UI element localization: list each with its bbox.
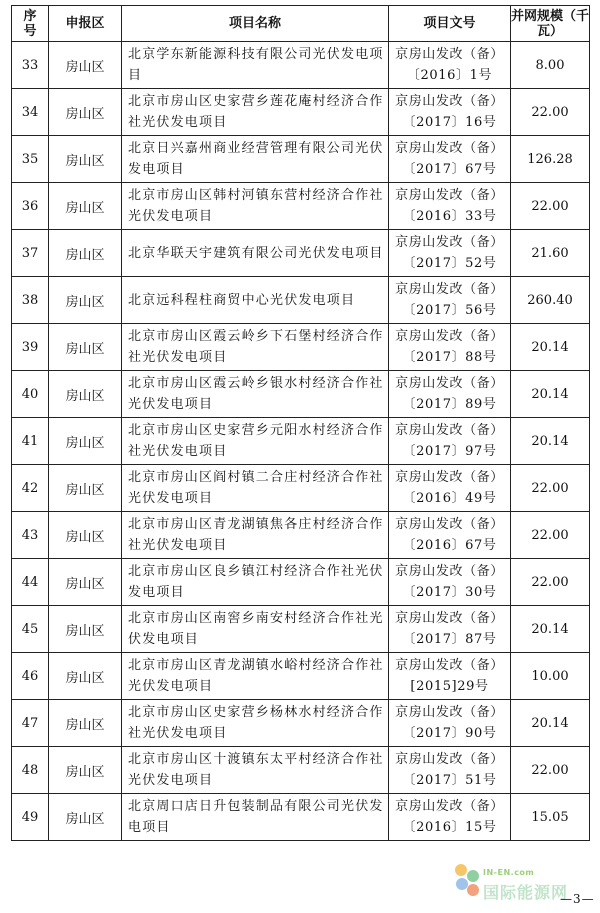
row-document-number: 京房山发改（备）〔2017〕89号 [389,371,511,418]
row-capacity: 20.14 [511,606,590,653]
row-project-name: 北京市房山区十渡镇东太平村经济合作社光伏发电项目 [122,747,389,794]
table-row [12,512,590,559]
header-no: 序号 [12,6,49,42]
row-number: 35 [12,136,49,183]
row-document-number: 京房山发改（备）〔2017〕56号 [389,277,511,324]
row-project-name: 北京市房山区阎村镇二合庄村经济合作社光伏发电项目 [122,465,389,512]
row-document-number: 京房山发改（备）〔2016〕67号 [389,512,511,559]
row-project-name: 北京市房山区南窖乡南安村经济合作社光伏发电项目 [122,606,389,653]
header-doc: 项目文号 [389,6,511,42]
row-number: 43 [12,512,49,559]
row-document-number: 京房山发改（备）〔2016〕1号 [389,42,511,89]
row-project-name: 北京远科程柱商贸中心光伏发电项目 [122,277,389,324]
row-district: 房山区 [49,559,122,606]
row-number: 47 [12,700,49,747]
row-project-name: 北京华联天宇建筑有限公司光伏发电项目 [122,230,389,277]
row-document-number: 京房山发改（备）〔2017〕97号 [389,418,511,465]
row-district: 房山区 [49,183,122,230]
project-table [11,5,590,841]
row-project-name: 北京市房山区青龙湖镇水峪村经济合作社光伏发电项目 [122,653,389,700]
row-district: 房山区 [49,794,122,841]
table-row [12,89,590,136]
row-capacity: 22.00 [511,512,590,559]
row-project-name: 北京市房山区霞云岭乡银水村经济合作社光伏发电项目 [122,371,389,418]
table-row [12,277,590,324]
table-row [12,418,590,465]
row-capacity: 260.40 [511,277,590,324]
row-document-number: 京房山发改（备）〔2017〕51号 [389,747,511,794]
row-document-number: 京房山发改（备）[2015]29号 [389,653,511,700]
row-document-number: 京房山发改（备）〔2017〕67号 [389,136,511,183]
row-document-number: 京房山发改（备）〔2017〕30号 [389,559,511,606]
table-row [12,324,590,371]
header-capacity: 并网规模（千瓦） [511,6,590,42]
table-body [12,42,590,841]
row-project-name: 北京市房山区史家营乡元阳水村经济合作社光伏发电项目 [122,418,389,465]
header-district: 申报区 [49,6,122,42]
header-name: 项目名称 [122,6,389,42]
table-row [12,794,590,841]
row-project-name: 北京周口店日升包装制品有限公司光伏发电项目 [122,794,389,841]
row-capacity: 22.00 [511,89,590,136]
watermark-text-cn: 国际能源网 [483,883,569,902]
row-capacity: 22.00 [511,465,590,512]
row-number: 46 [12,653,49,700]
row-number: 41 [12,418,49,465]
row-document-number: 京房山发改（备）〔2017〕52号 [389,230,511,277]
row-district: 房山区 [49,136,122,183]
row-capacity: 10.00 [511,653,590,700]
row-number: 37 [12,230,49,277]
row-district: 房山区 [49,700,122,747]
row-number: 33 [12,42,49,89]
row-district: 房山区 [49,512,122,559]
table-row [12,183,590,230]
row-project-name: 北京市房山区青龙湖镇焦各庄村经济合作社光伏发电项目 [122,512,389,559]
row-document-number: 京房山发改（备）〔2016〕15号 [389,794,511,841]
row-number: 44 [12,559,49,606]
row-district: 房山区 [49,606,122,653]
row-capacity: 22.00 [511,747,590,794]
row-document-number: 京房山发改（备）〔2017〕90号 [389,700,511,747]
row-number: 42 [12,465,49,512]
table-row [12,559,590,606]
table-row [12,230,590,277]
row-district: 房山区 [49,465,122,512]
row-number: 36 [12,183,49,230]
row-capacity: 20.14 [511,418,590,465]
row-document-number: 京房山发改（备）〔2017〕16号 [389,89,511,136]
table-row [12,606,590,653]
row-project-name: 北京市房山区霞云岭乡下石堡村经济合作社光伏发电项目 [122,324,389,371]
row-district: 房山区 [49,747,122,794]
table-row [12,136,590,183]
row-district: 房山区 [49,89,122,136]
row-capacity: 8.00 [511,42,590,89]
table-row [12,42,590,89]
table-row [12,700,590,747]
row-number: 48 [12,747,49,794]
row-capacity: 20.14 [511,324,590,371]
row-project-name: 北京市房山区良乡镇江村经济合作社光伏发电项目 [122,559,389,606]
row-district: 房山区 [49,653,122,700]
row-capacity: 126.28 [511,136,590,183]
page-number: —3— [560,892,595,906]
row-capacity: 20.14 [511,700,590,747]
table-header-row [12,6,590,42]
row-document-number: 京房山发改（备）〔2016〕33号 [389,183,511,230]
row-project-name: 北京市房山区史家营乡杨林水村经济合作社光伏发电项目 [122,700,389,747]
row-district: 房山区 [49,324,122,371]
table-row [12,747,590,794]
row-number: 39 [12,324,49,371]
table-row [12,371,590,418]
table-row [12,465,590,512]
row-number: 49 [12,794,49,841]
row-number: 38 [12,277,49,324]
row-number: 45 [12,606,49,653]
row-number: 40 [12,371,49,418]
row-document-number: 京房山发改（备）〔2017〕88号 [389,324,511,371]
row-capacity: 22.00 [511,183,590,230]
row-document-number: 京房山发改（备）〔2016〕49号 [389,465,511,512]
row-district: 房山区 [49,277,122,324]
row-capacity: 21.60 [511,230,590,277]
row-capacity: 22.00 [511,559,590,606]
row-number: 34 [12,89,49,136]
row-project-name: 北京学东新能源科技有限公司光伏发电项目 [122,42,389,89]
row-district: 房山区 [49,371,122,418]
row-document-number: 京房山发改（备）〔2017〕87号 [389,606,511,653]
table-row [12,653,590,700]
row-project-name: 北京市房山区史家营乡莲花庵村经济合作社光伏发电项目 [122,89,389,136]
row-district: 房山区 [49,230,122,277]
row-district: 房山区 [49,418,122,465]
row-project-name: 北京日兴嘉州商业经营管理有限公司光伏发电项目 [122,136,389,183]
row-capacity: 15.05 [511,794,590,841]
watermark-text-en: IN-EN.com [483,868,535,877]
row-district: 房山区 [49,42,122,89]
row-capacity: 20.14 [511,371,590,418]
row-project-name: 北京市房山区韩村河镇东营村经济合作社光伏发电项目 [122,183,389,230]
